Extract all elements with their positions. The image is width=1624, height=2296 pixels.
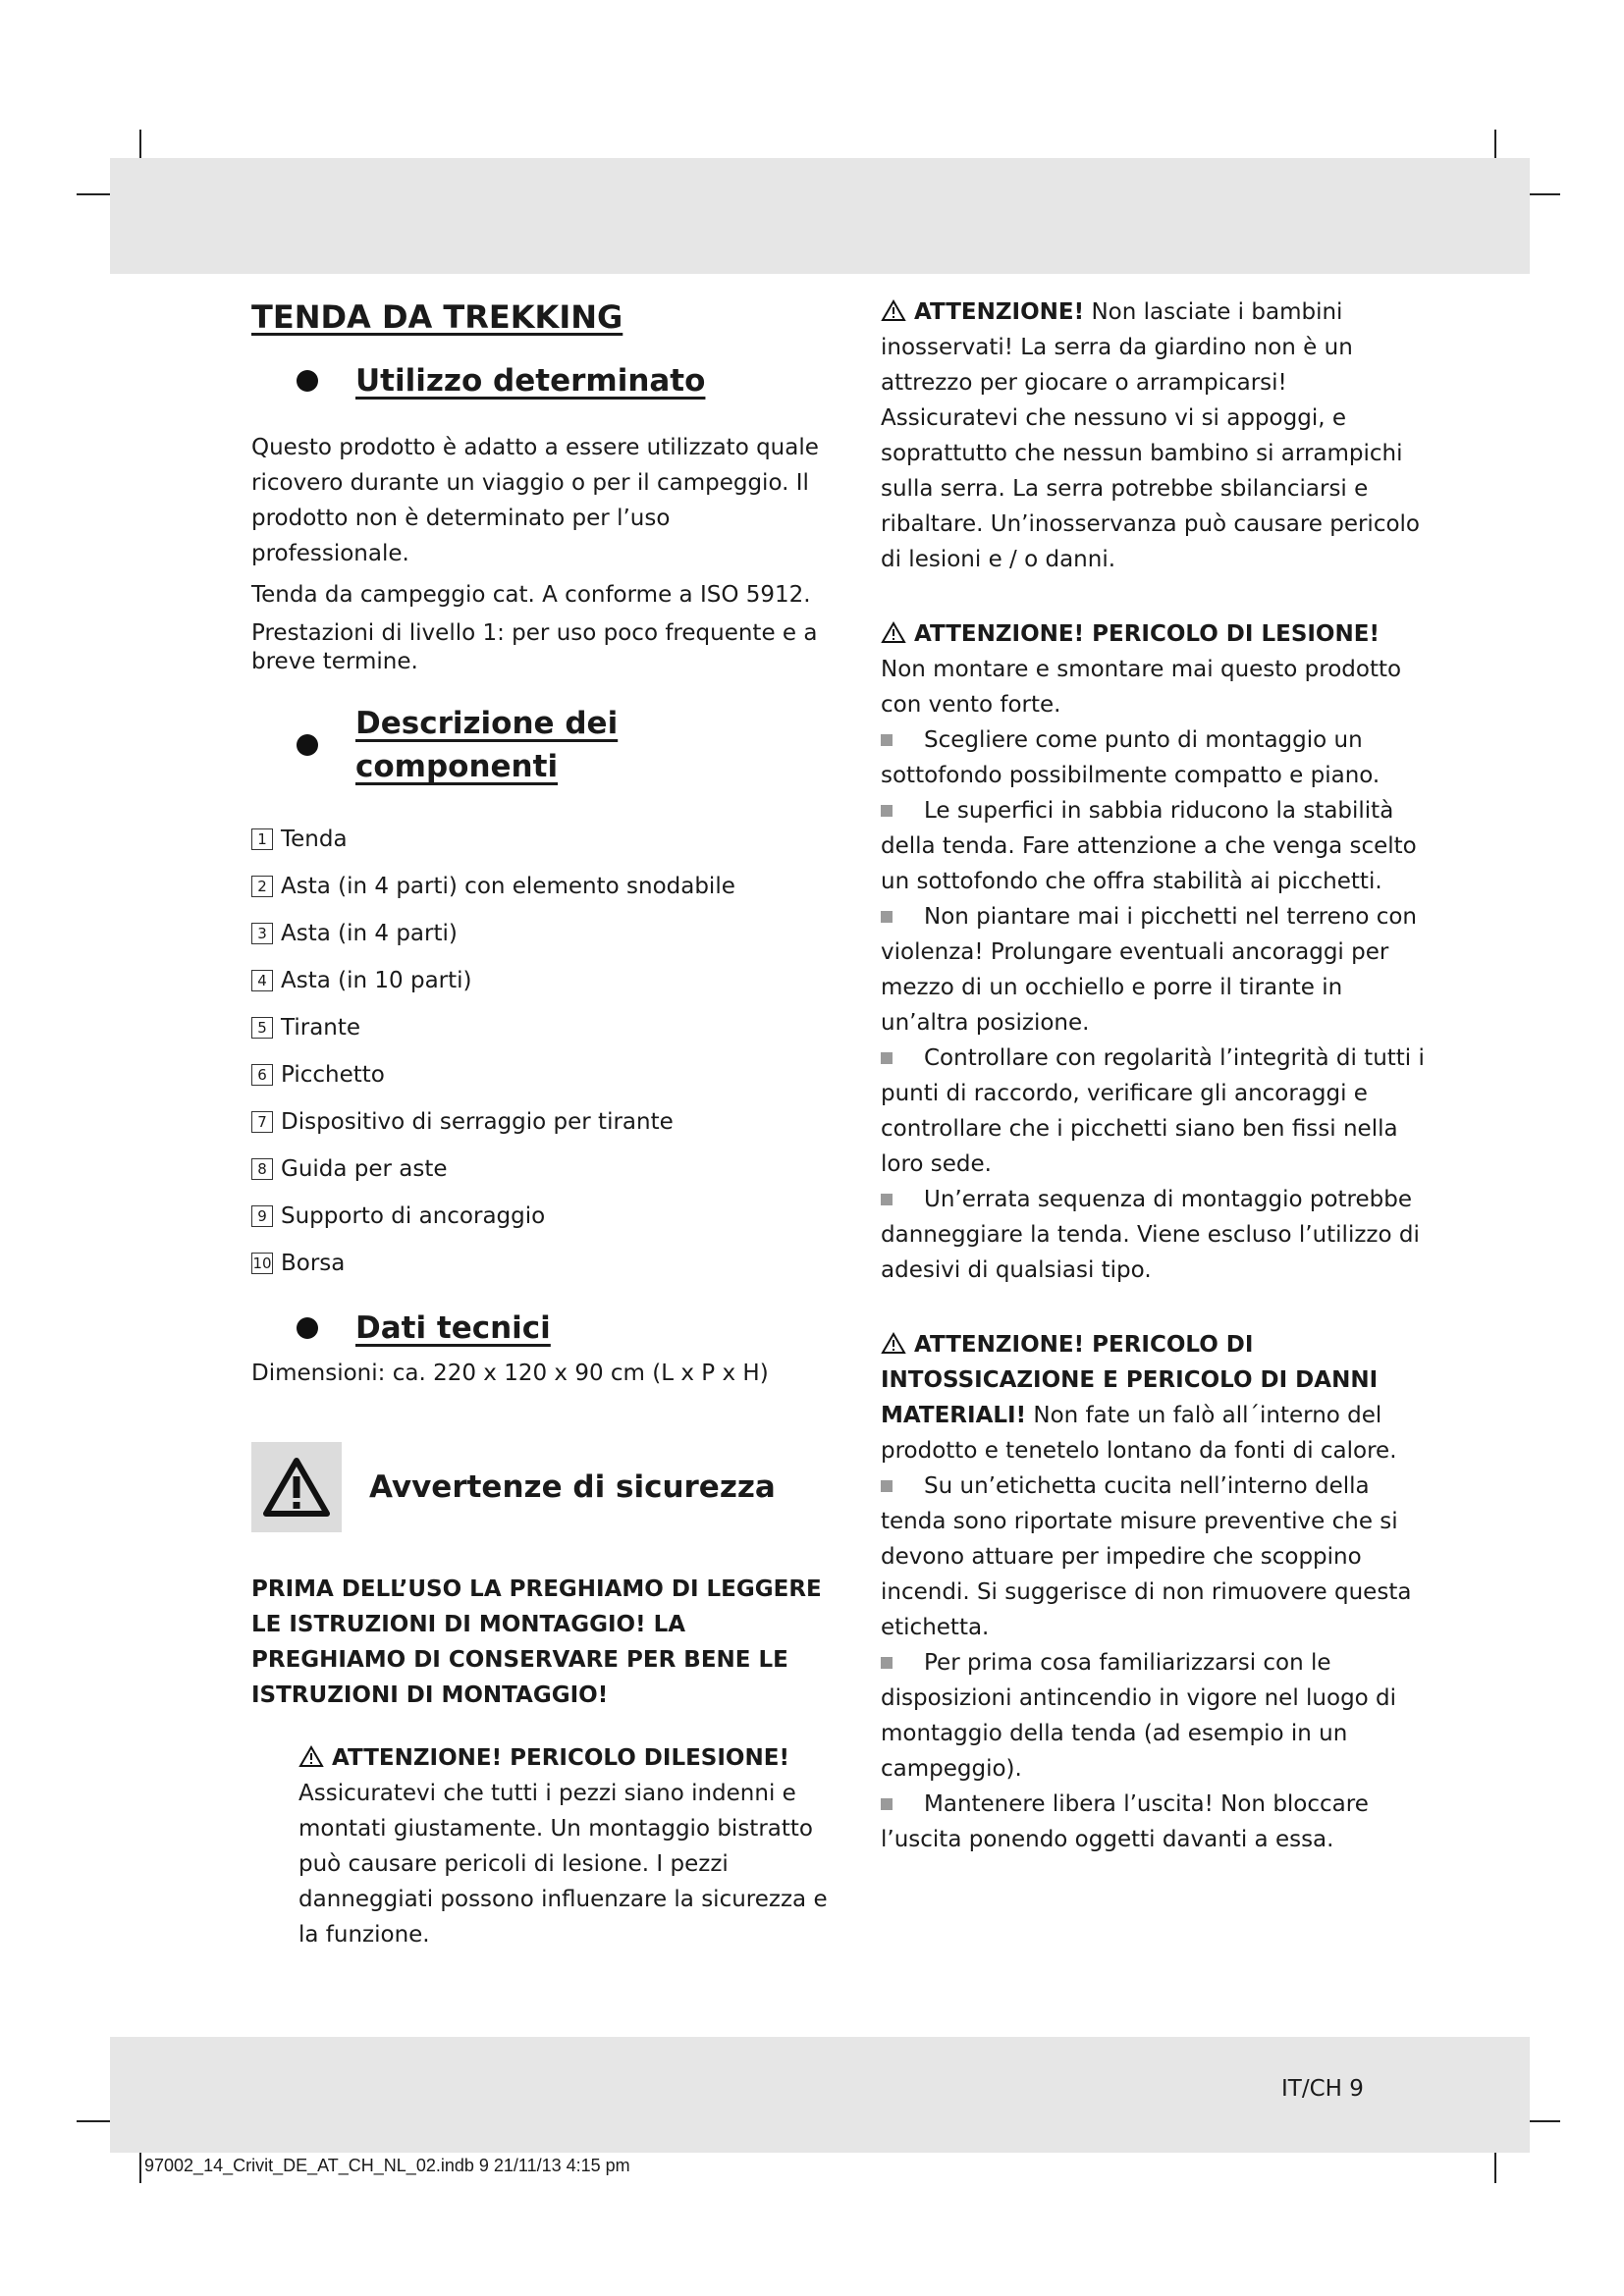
list-item bbox=[251, 910, 831, 957]
list-item bbox=[251, 1098, 831, 1146]
square-bullet-icon bbox=[881, 734, 893, 746]
square-bullet-icon bbox=[881, 1480, 893, 1492]
warning-title: ATTENZIONE! PERICOLO DI LESIONE! bbox=[881, 616, 1426, 652]
page-title: TENDA DA TREKKING bbox=[251, 298, 623, 336]
list-item bbox=[251, 863, 831, 910]
item-number: 6 bbox=[251, 1064, 273, 1086]
list-item bbox=[251, 816, 831, 863]
square-bullet-icon bbox=[881, 805, 893, 817]
warning-triangle-icon bbox=[298, 1745, 324, 1768]
paragraph: Prestazioni di livello 1: per uso poco frequente e a breve termine. bbox=[251, 620, 818, 674]
section-heading-components: Descrizione dei componenti bbox=[251, 702, 831, 788]
list-item bbox=[251, 1051, 831, 1098]
paragraph: Questo prodotto è adatto a essere utilizzato quale ricovero durante un viaggio o per il campeggio. Il prodotto non è determinato per l’uso professionale. bbox=[251, 435, 819, 566]
square-bullet-icon bbox=[881, 1052, 893, 1064]
item-number: 1 bbox=[251, 828, 273, 850]
item-number: 10 bbox=[251, 1253, 273, 1274]
item-number: 8 bbox=[251, 1158, 273, 1180]
warning-text: Non fate un falò all´interno del prodotto e tenetelo lontano da fonti di calore. bbox=[881, 1403, 1397, 1464]
warning-triangle-icon bbox=[881, 1332, 906, 1355]
warning-title: ATTENZIONE! PERICOLO DI INTOSSICAZIONE E PERICOLO DI DANNI MATERIALI! bbox=[881, 1332, 1379, 1428]
list-item bbox=[251, 1004, 831, 1051]
warning-block-injury bbox=[298, 1740, 831, 1952]
item-label: Picchetto bbox=[281, 1062, 385, 1088]
item-number: 5 bbox=[251, 1017, 273, 1039]
item-label: Dispositivo di serraggio per tirante bbox=[281, 1109, 674, 1135]
item-label: Tenda bbox=[281, 827, 348, 852]
item-number: 4 bbox=[251, 970, 273, 991]
bullet-item: Mantenere libera l’uscita! Non bloccare l’uscita ponendo oggetti davanti a essa. bbox=[881, 1791, 1369, 1852]
item-label: Borsa bbox=[281, 1251, 346, 1276]
section-heading-intended-use: Utilizzo determinato bbox=[251, 359, 831, 402]
warning-block-injury-right bbox=[881, 616, 1426, 1288]
item-label: Asta (in 4 parti) bbox=[281, 921, 458, 946]
item-number: 7 bbox=[251, 1111, 273, 1133]
warning-triangle-icon bbox=[881, 299, 906, 322]
bullet-icon bbox=[297, 734, 318, 756]
list-item bbox=[251, 1146, 831, 1193]
safety-title: Avvertenze di sicurezza bbox=[369, 1469, 776, 1505]
item-number: 2 bbox=[251, 876, 273, 897]
warning-triangle-icon bbox=[881, 621, 906, 644]
list-item bbox=[251, 1193, 831, 1240]
warning-block-poison bbox=[881, 1327, 1426, 1857]
item-label: Asta (in 4 parti) con elemento snodabile bbox=[281, 874, 735, 899]
bullet-icon bbox=[297, 370, 318, 392]
bullet-item: Controllare con regolarità l’integrità di tutti i punti di raccordo, verificare gli ancoraggi e controllare che i picchetti siano ben fissi nella loro sede. bbox=[881, 1045, 1425, 1177]
header-band bbox=[110, 158, 1530, 274]
components-list bbox=[251, 816, 831, 1287]
square-bullet-icon bbox=[881, 1798, 893, 1810]
item-number: 9 bbox=[251, 1205, 273, 1227]
safety-heading bbox=[251, 1442, 831, 1532]
square-bullet-icon bbox=[881, 1194, 893, 1205]
page-number: IT/CH 9 bbox=[1281, 2076, 1364, 2102]
bullet-item: Un’errata sequenza di montaggio potrebbe danneggiare la tenda. Viene escluso l’utilizzo di adesivi di qualsiasi tipo. bbox=[881, 1187, 1420, 1283]
warning-icon bbox=[251, 1442, 342, 1532]
dimensions-text: Dimensioni: ca. 220 x 120 x 90 cm (L x P x H) bbox=[251, 1361, 769, 1386]
item-label: Guida per aste bbox=[281, 1156, 448, 1182]
item-label: Asta (in 10 parti) bbox=[281, 968, 472, 993]
left-column bbox=[251, 294, 831, 1962]
item-number: 3 bbox=[251, 923, 273, 944]
warning-text: Non lasciate i bambini inosservati! La serra da giardino non è un attrezzo per giocare o arrampicarsi! Assicuratevi che nessuno vi si appoggi, e soprattutto che nessun bambino si arrampichi sulla serra. La serra potrebbe sbilanciarsi e ribaltare. Un’inosservanza può causare pericolo di lesioni e / o danni. bbox=[881, 299, 1421, 572]
warning-title: ATTENZIONE! PERICOLO DILESIONE! bbox=[298, 1740, 831, 1776]
list-item bbox=[251, 1240, 831, 1287]
bullet-item: Su un’etichetta cucita nell’interno della tenda sono riportate misure preventive che si devono attuare per impedire che scoppino incendi. Si suggerisce di non rimuovere questa etichetta. bbox=[881, 1473, 1412, 1640]
item-label: Tirante bbox=[281, 1015, 361, 1041]
square-bullet-icon bbox=[881, 911, 893, 923]
warning-text: Assicuratevi che tutti i pezzi siano indenni e montati giustamente. Un montaggio bistratto può causare pericoli di lesione. I pezzi danneggiati possono influenzare la sicurezza e la funzione. bbox=[298, 1781, 828, 1948]
bullet-item: Le superfici in sabbia riducono la stabilità della tenda. Fare attenzione a che venga scelto un sottofondo che offra stabilità ai picchetti. bbox=[881, 798, 1417, 894]
paragraph: Tenda da campeggio cat. A conforme a ISO 5912. bbox=[251, 582, 811, 608]
bullet-icon bbox=[297, 1317, 318, 1339]
warning-block-children bbox=[881, 294, 1426, 577]
warning-text: Non montare e smontare mai questo prodotto con vento forte. bbox=[881, 657, 1402, 718]
bullet-item: Non piantare mai i picchetti nel terreno con violenza! Prolungare eventuali ancoraggi per mezzo di un occhiello e porre il tirante in un’altra posizione. bbox=[881, 904, 1418, 1036]
bullet-item: Per prima cosa familiarizzarsi con le disposizioni antincendio in vigore nel luogo di montaggio della tenda (ad esempio in un campeggio). bbox=[881, 1650, 1397, 1782]
safety-intro: PRIMA DELL’USO LA PREGHIAMO DI LEGGERE LE ISTRUZIONI DI MONTAGGIO! LA PREGHIAMO DI CONSERVARE PER BENE LE ISTRUZIONI DI MONTAGGIO! bbox=[251, 1576, 822, 1708]
right-column bbox=[881, 294, 1426, 1896]
section-heading-technical: Dati tecnici bbox=[251, 1307, 831, 1350]
square-bullet-icon bbox=[881, 1657, 893, 1669]
list-item bbox=[251, 957, 831, 1004]
item-label: Supporto di ancoraggio bbox=[281, 1203, 546, 1229]
warning-title: ATTENZIONE! bbox=[914, 299, 1085, 325]
bullet-item: Scegliere come punto di montaggio un sottofondo possibilmente compatto e piano. bbox=[881, 727, 1380, 788]
print-meta: 97002_14_Crivit_DE_AT_CH_NL_02.indb 9 21/11/13 4:15 pm bbox=[144, 2156, 630, 2175]
